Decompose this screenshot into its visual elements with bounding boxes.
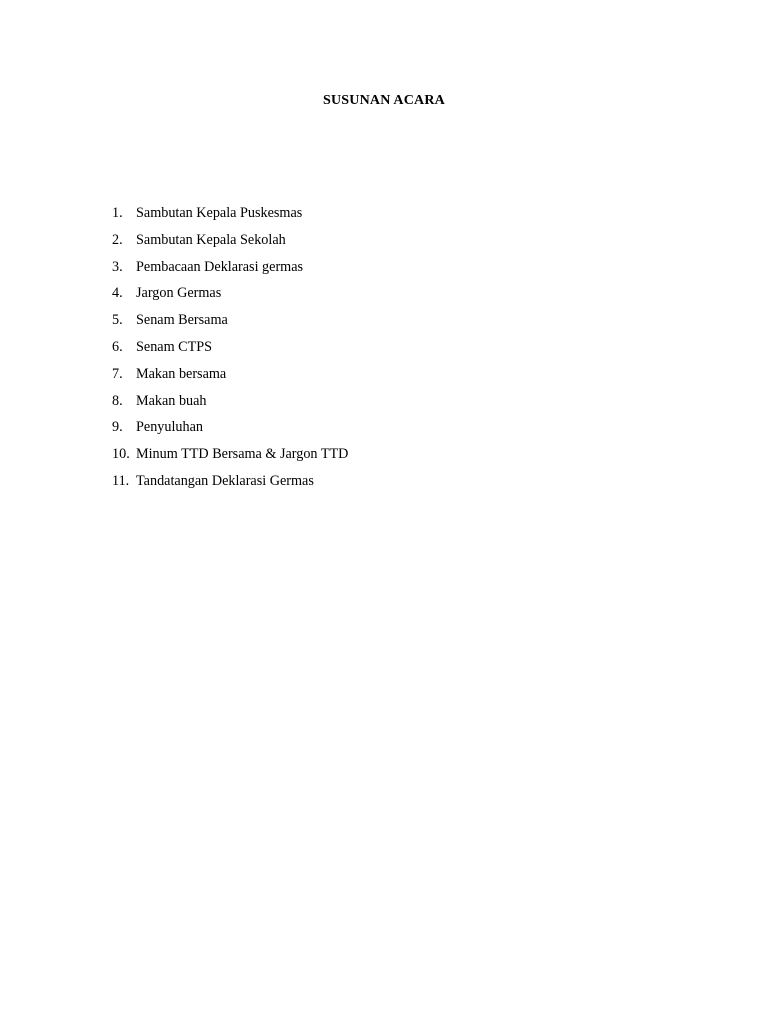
list-item-number: 3. [112, 258, 123, 275]
list-item-number: 1. [112, 205, 123, 221]
list-item-number: 7. [112, 365, 123, 382]
list-item-number: 10. [112, 446, 130, 463]
list-item-text: Sambutan Kepala Sekolah [136, 231, 286, 248]
list-item [112, 310, 348, 337]
list-item-text: Penyuluhan [136, 419, 203, 436]
list-item [112, 364, 348, 391]
list-item-number: 11. [112, 472, 130, 489]
list-item [112, 417, 348, 444]
list-item-text: Senam Bersama [136, 312, 228, 329]
list-item-number: 5. [112, 312, 123, 329]
list-item-text: Minum TTD Bersama & Jargon TTD [136, 446, 349, 463]
list-item-text: Makan buah [136, 392, 207, 409]
list-item-text: Jargon Germas [136, 285, 222, 302]
list-item-number: 2. [112, 231, 123, 248]
list-item-text: Senam CTPS [136, 338, 213, 355]
list-item-text: Sambutan Kepala Puskesmas [136, 205, 303, 221]
list-item-text: Pembacaan Deklarasi germas [136, 258, 304, 275]
list-item [112, 203, 348, 230]
list-item [112, 337, 348, 364]
list-item [112, 391, 348, 418]
agenda-list [112, 203, 348, 498]
document-title: SUSUNAN ACARA [322, 93, 445, 108]
list-item [112, 471, 348, 498]
list-item-number: 8. [112, 392, 123, 409]
list-item-text: Makan bersama [136, 365, 227, 382]
list-item [112, 230, 348, 257]
list-item-number: 6. [112, 338, 123, 355]
list-item-number: 9. [112, 419, 123, 436]
list-item [112, 283, 348, 310]
list-item [112, 444, 348, 471]
list-item-text: Tandatangan Deklarasi Germas [136, 472, 314, 489]
list-item-number: 4. [112, 285, 123, 302]
list-item [112, 257, 348, 284]
